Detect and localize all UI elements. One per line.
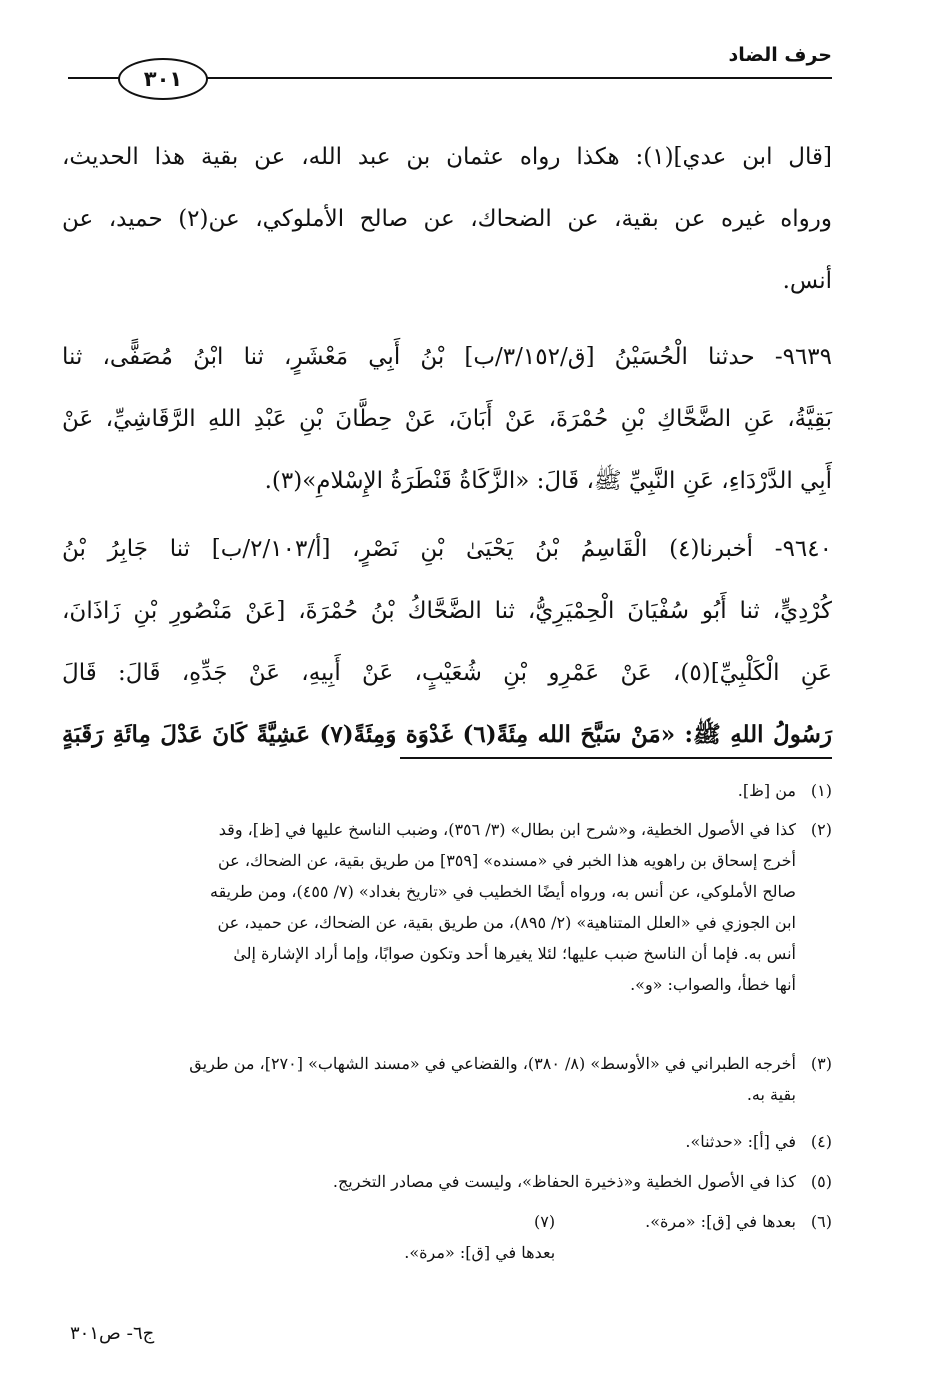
text-line: أنس. xyxy=(782,268,832,294)
footnote-line: أنها خطأ، والصواب: «و». xyxy=(630,975,796,994)
hadith-9639 xyxy=(62,326,832,512)
footnote-line: أنس به. فإما أن الناسخ ضبب عليها؛ لئلا يغيرها أحد وتكون صوابًا، وإما أراد الإشارة إلىٰ xyxy=(233,944,796,963)
page-number-badge: ٣٠١ xyxy=(118,58,208,100)
footnote-line: أخرج إسحاق بن راهويه هذا الخبر في «مسنده» [٣٥٩] من طريق بقية، عن الضحاك، عن xyxy=(218,851,796,870)
text-line: رَسُولُ اللهِ ﷺ: «مَنْ سَبَّحَ الله مِئَةً(٦) غَدْوَة وَمِئَةً(٧) عَشِيَّةً كَانَ عَدْلَ مِائَةِ رَقَبَةٍ xyxy=(62,721,832,748)
text-line: [قال ابن عدي](١): هكذا رواه عثمان بن عبد الله، عن بقية هذا الحديث، xyxy=(62,144,832,170)
volume-page-footer: ج٦- ص٣٠١ xyxy=(70,1323,155,1344)
text-line: ٩٦٣٩- حدثنا الْحُسَيْنُ [ق/٣/١٥٢/ب] بْنُ أَبِي مَعْشَرٍ، ثنا ابْنُ مُصَفًّى، ثنا xyxy=(62,344,833,370)
paragraph-ibn-adi xyxy=(62,126,832,312)
text-line: بَقِيَّةُ، عَنِ الضَّحَّاكِ بْنِ حُمْرَةَ، عَنْ أَبَانَ، عَنْ حِطَّانَ بْنِ عَبْدِ اللهِ الرَّقَاشِيِّ، عَنْ xyxy=(62,406,832,432)
footnote-number: (٣) xyxy=(810,1054,832,1073)
hadith-9640 xyxy=(62,518,832,766)
footnote-2 xyxy=(60,814,832,1000)
footnote-1 xyxy=(60,775,832,806)
footnote-3 xyxy=(60,1048,832,1110)
footnote-line: ابن الجوزي في «العلل المتناهية» (٢/ ٨٩٥)، من طريق بقية، عن الضحاك، عن حميد، عن xyxy=(217,913,796,932)
footnote-7 xyxy=(404,1206,555,1268)
footnote-text: بعدها في [ق]: «مرة». xyxy=(404,1243,556,1262)
footnote-text: كذا في الأصول الخطية و«ذخيرة الحفاظ»، وليست في مصادر التخريج. xyxy=(332,1172,796,1191)
footnote-line: بقية به. xyxy=(746,1085,796,1104)
footnote-text: بعدها في [ق]: «مرة». xyxy=(645,1212,796,1231)
footnote-4 xyxy=(60,1126,832,1157)
footnote-number: (٧) xyxy=(534,1212,556,1231)
footnote-line: كذا في الأصول الخطية، و«شرح ابن بطال» (٣/ ٣٥٦)، وضبب الناسخ عليها في [ظ]، وقد xyxy=(218,820,796,839)
text-line: أَبِي الدَّرْدَاءِ، عَنِ النَّبِيِّ ﷺ، قَالَ: «الزَّكَاةُ قَنْطَرَةُ الإِسْلامِ»(٣). xyxy=(264,468,832,494)
text-line: ورواه غيره عن بقية، عن الضحاك، عن صالح الأملوكي، عن(٢) حميد، عن xyxy=(62,206,832,232)
chapter-title: حرف الضاد xyxy=(728,44,832,66)
footnote-line: أخرجه الطبراني في «الأوسط» (٨/ ٣٨٠)، والقضاعي في «مسند الشهاب» [٢٧٠]، من طريق xyxy=(189,1054,796,1073)
footnote-text xyxy=(60,814,796,1000)
footnotes-6-7 xyxy=(60,1206,832,1268)
footnote-separator xyxy=(400,757,832,759)
footnote-5 xyxy=(60,1166,832,1197)
footnote-number: (٥) xyxy=(810,1172,832,1191)
footnote-line: صالح الأملوكي، عن أنس به، ورواه أيضًا الخطيب في «تاريخ بغداد» (٧/ ٤٥٥)، ومن طريقه xyxy=(209,882,796,901)
text-line: ٩٦٤٠- أخبرنا(٤) الْقَاسِمُ بْنُ يَحْيَىٰ بْنِ نَصْرٍ، [أ/٢/١٠٣/ب] ثنا جَابِرُ بْنُ xyxy=(62,536,832,562)
footnote-text: في [أ]: «حدثنا». xyxy=(685,1132,796,1151)
text-line: كُرْدِيٍّ، ثنا أَبُو سُفْيَانَ الْحِمْيَرِيُّ، ثنا الضَّحَّاكُ بْنُ حُمْرَةَ، [عَنْ مَنْصُورِ بْنِ زَاذَانَ، xyxy=(62,598,832,624)
footnote-text xyxy=(60,1048,796,1110)
footnote-number: (١) xyxy=(810,781,832,800)
text-line: عَنِ الْكَلْبِيِّ](٥)، عَنْ عَمْرِو بْنِ شُعَيْبٍ، عَنْ أَبِيهِ، عَنْ جَدِّهِ، قَالَ: قَالَ xyxy=(62,660,833,686)
footnote-number: (٢) xyxy=(810,820,832,839)
footnote-number: (٦) xyxy=(810,1212,832,1231)
footnote-text: من [ظ]. xyxy=(737,781,796,800)
footnote-number: (٤) xyxy=(810,1132,832,1151)
